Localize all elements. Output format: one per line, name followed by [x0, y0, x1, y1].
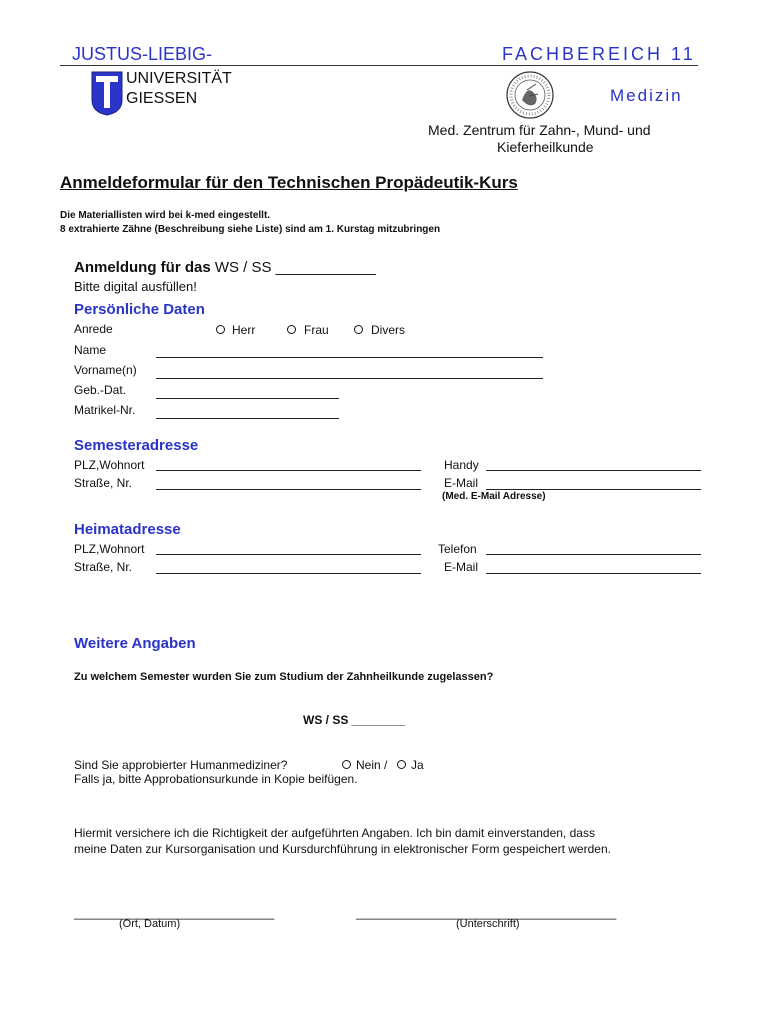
salutation-option-frau[interactable]: [287, 323, 347, 337]
radio-divers[interactable]: [354, 325, 363, 334]
option-divers-label: Divers: [371, 323, 406, 337]
semester-email-label: E-Mail: [444, 476, 479, 490]
semester-address-heading: Semesteradresse: [74, 437, 199, 454]
name-label: Name: [74, 343, 107, 357]
physician-option-yes[interactable]: [397, 758, 433, 772]
center-name-line2: Kieferheilkunde: [497, 139, 594, 155]
semester-mobile-label: Handy: [444, 458, 479, 472]
radio-frau[interactable]: [287, 325, 296, 334]
university-name-line1: JUSTUS-LIEBIG-: [72, 44, 213, 64]
signature-field[interactable]: _______________________________________: [356, 906, 617, 920]
header-rule: [60, 65, 698, 66]
note-material-list: Die Materiallisten wird bei k-med eingestellt.: [60, 210, 271, 221]
home-phone-label: Telefon: [438, 542, 477, 556]
place-date-label: (Ort, Datum): [119, 918, 181, 930]
center-name-line1: Med. Zentrum für Zahn-, Mund- und: [428, 122, 651, 138]
radio-herr[interactable]: [216, 325, 225, 334]
registration-heading-bold: Anmeldung für das: [74, 259, 211, 276]
registration-hint: Bitte digital ausfüllen!: [74, 279, 197, 294]
personal-data-heading: Persönliche Daten: [74, 301, 205, 318]
home-zip-field[interactable]: [156, 554, 421, 555]
salutation-label: Anrede: [74, 322, 113, 336]
further-info-heading: Weitere Angaben: [74, 635, 196, 652]
matriculation-label: Matrikel-Nr.: [74, 403, 136, 417]
firstname-label: Vorname(n): [74, 363, 137, 377]
salutation-option-divers[interactable]: [354, 323, 424, 337]
semester-mobile-field[interactable]: [486, 470, 701, 471]
admission-semester-question: Zu welchem Semester wurden Sie zum Studium der Zahnheilkunde zugelassen?: [74, 671, 494, 683]
place-date-field[interactable]: ______________________________: [74, 906, 275, 920]
home-street-field[interactable]: [156, 573, 421, 574]
home-street-label: Straße, Nr.: [74, 560, 133, 574]
semester-email-note: (Med. E-Mail Adresse): [442, 491, 546, 502]
registration-semester-field[interactable]: WS / SS ____________: [214, 259, 376, 276]
faculty-name: Medizin: [610, 86, 683, 105]
note-teeth: 8 extrahierte Zähne (Beschreibung siehe Liste) sind am 1. Kurstag mitzubringen: [60, 224, 441, 235]
semester-email-field[interactable]: [486, 489, 701, 490]
semester-street-field[interactable]: [156, 489, 421, 490]
department-name: FACHBEREICH 11: [502, 44, 696, 64]
dob-field[interactable]: [156, 398, 339, 399]
admission-semester-field[interactable]: WS / SS ________: [303, 713, 406, 727]
matriculation-field[interactable]: [156, 418, 339, 419]
radio-yes[interactable]: [397, 760, 406, 769]
university-logo: [90, 70, 124, 116]
name-field[interactable]: [156, 357, 543, 358]
dob-label: Geb.-Dat.: [74, 383, 127, 397]
university-name-line3: GIESSEN: [126, 90, 198, 107]
page-title: Anmeldeformular für den Technischen Propädeutik-Kurs: [60, 173, 518, 192]
option-no-label: Nein /: [356, 758, 388, 772]
semester-street-label: Straße, Nr.: [74, 476, 133, 490]
declaration-line2: meine Daten zur Kursorganisation und Kursdurchführung in elektronischer Form gespeichert werden.: [74, 842, 611, 856]
home-email-label: E-Mail: [444, 560, 479, 574]
home-phone-field[interactable]: [486, 554, 701, 555]
physician-option-no[interactable]: [342, 758, 398, 772]
signature-label: (Unterschrift): [456, 918, 520, 930]
registration-heading: [74, 259, 376, 276]
salutation-option-herr[interactable]: [216, 323, 276, 337]
faculty-seal: [505, 70, 555, 120]
radio-no[interactable]: [342, 760, 351, 769]
home-address-heading: Heimatadresse: [74, 521, 181, 538]
declaration-line1: Hiermit versichere ich die Richtigkeit der aufgeführten Angaben. Ich bin damit einverstanden, dass: [74, 826, 595, 840]
semester-zip-field[interactable]: [156, 470, 421, 471]
home-email-field[interactable]: [486, 573, 701, 574]
physician-question: Sind Sie approbierter Humanmediziner?: [74, 758, 288, 772]
home-zip-label: PLZ,Wohnort: [74, 542, 145, 556]
option-frau-label: Frau: [304, 323, 329, 337]
physician-note: Falls ja, bitte Approbationsurkunde in Kopie beifügen.: [74, 772, 358, 786]
semester-zip-label: PLZ,Wohnort: [74, 458, 145, 472]
option-yes-label: Ja: [411, 758, 424, 772]
option-herr-label: Herr: [232, 323, 256, 337]
firstname-field[interactable]: [156, 378, 543, 379]
university-name-line2: UNIVERSITÄT: [126, 70, 232, 87]
